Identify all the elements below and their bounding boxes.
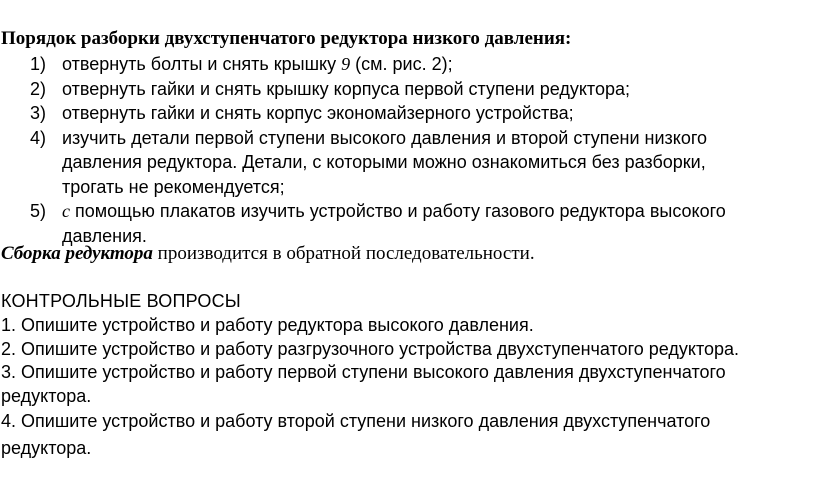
step-number: 2) xyxy=(30,78,47,99)
question-text: 2. Опишите устройство и работу разгрузочного устройства двухступенчатого редуктора. xyxy=(1,338,740,359)
step-number: 3) xyxy=(30,103,47,123)
question-text: 3. Опишите устройство и работу первой ступени высокого давления двухступенчатого редуктора. xyxy=(1,362,726,406)
step-item xyxy=(0,77,816,102)
step-text xyxy=(62,77,792,102)
step-number: 5) xyxy=(30,201,47,221)
step-text-part-italic: с xyxy=(62,201,70,221)
assembly-note xyxy=(1,243,535,265)
assembly-emphasis: Сборка редуктора xyxy=(1,243,153,264)
step-text xyxy=(62,52,792,77)
assembly-text: производится в обратной последовательности. xyxy=(152,243,535,264)
step-text-part: отвернуть гайки и снять корпус экономайзерного устройства; xyxy=(62,103,574,123)
step-text-part: (см. рис. 2); xyxy=(350,54,453,74)
question-text: 4. Опишите устройство и работу второй ступени низкого давления двухступенчатого редуктора. xyxy=(1,411,711,459)
question-item xyxy=(1,338,801,362)
step-item xyxy=(0,199,816,248)
step-text-part: отвернуть болты и снять крышку xyxy=(62,54,342,74)
step-item xyxy=(0,101,816,126)
step-text xyxy=(62,101,792,126)
disassembly-steps-list xyxy=(0,52,816,248)
question-item xyxy=(1,314,801,338)
question-item xyxy=(1,361,791,408)
disassembly-heading: Порядок разборки двухступенчатого редуктора низкого давления: xyxy=(1,28,572,49)
step-text-part-italic: 9 xyxy=(341,54,351,74)
step-text-part: отвернуть гайки и снять крышку корпуса первой ступени редуктора; xyxy=(62,78,631,99)
step-text xyxy=(62,199,787,248)
control-questions-title: КОНТРОЛЬНЫЕ ВОПРОСЫ xyxy=(1,291,241,311)
step-number: 1) xyxy=(30,54,47,74)
step-number: 4) xyxy=(30,127,47,148)
question-text: 1. Опишите устройство и работу редуктора высокого давления. xyxy=(1,315,534,335)
step-text xyxy=(62,126,762,200)
control-questions-list xyxy=(1,314,801,462)
step-text-part: помощью плакатов изучить устройство и работу газового редуктора высокого давления. xyxy=(62,201,726,246)
question-item xyxy=(1,408,776,462)
step-item xyxy=(0,126,816,200)
step-text-part: изучить детали первой ступени высокого давления и второй ступени низкого давления редуктора. Детали, с которыми можно ознакомиться без разборки, трогать не рекомендуется; xyxy=(62,127,708,197)
step-item xyxy=(0,52,816,77)
